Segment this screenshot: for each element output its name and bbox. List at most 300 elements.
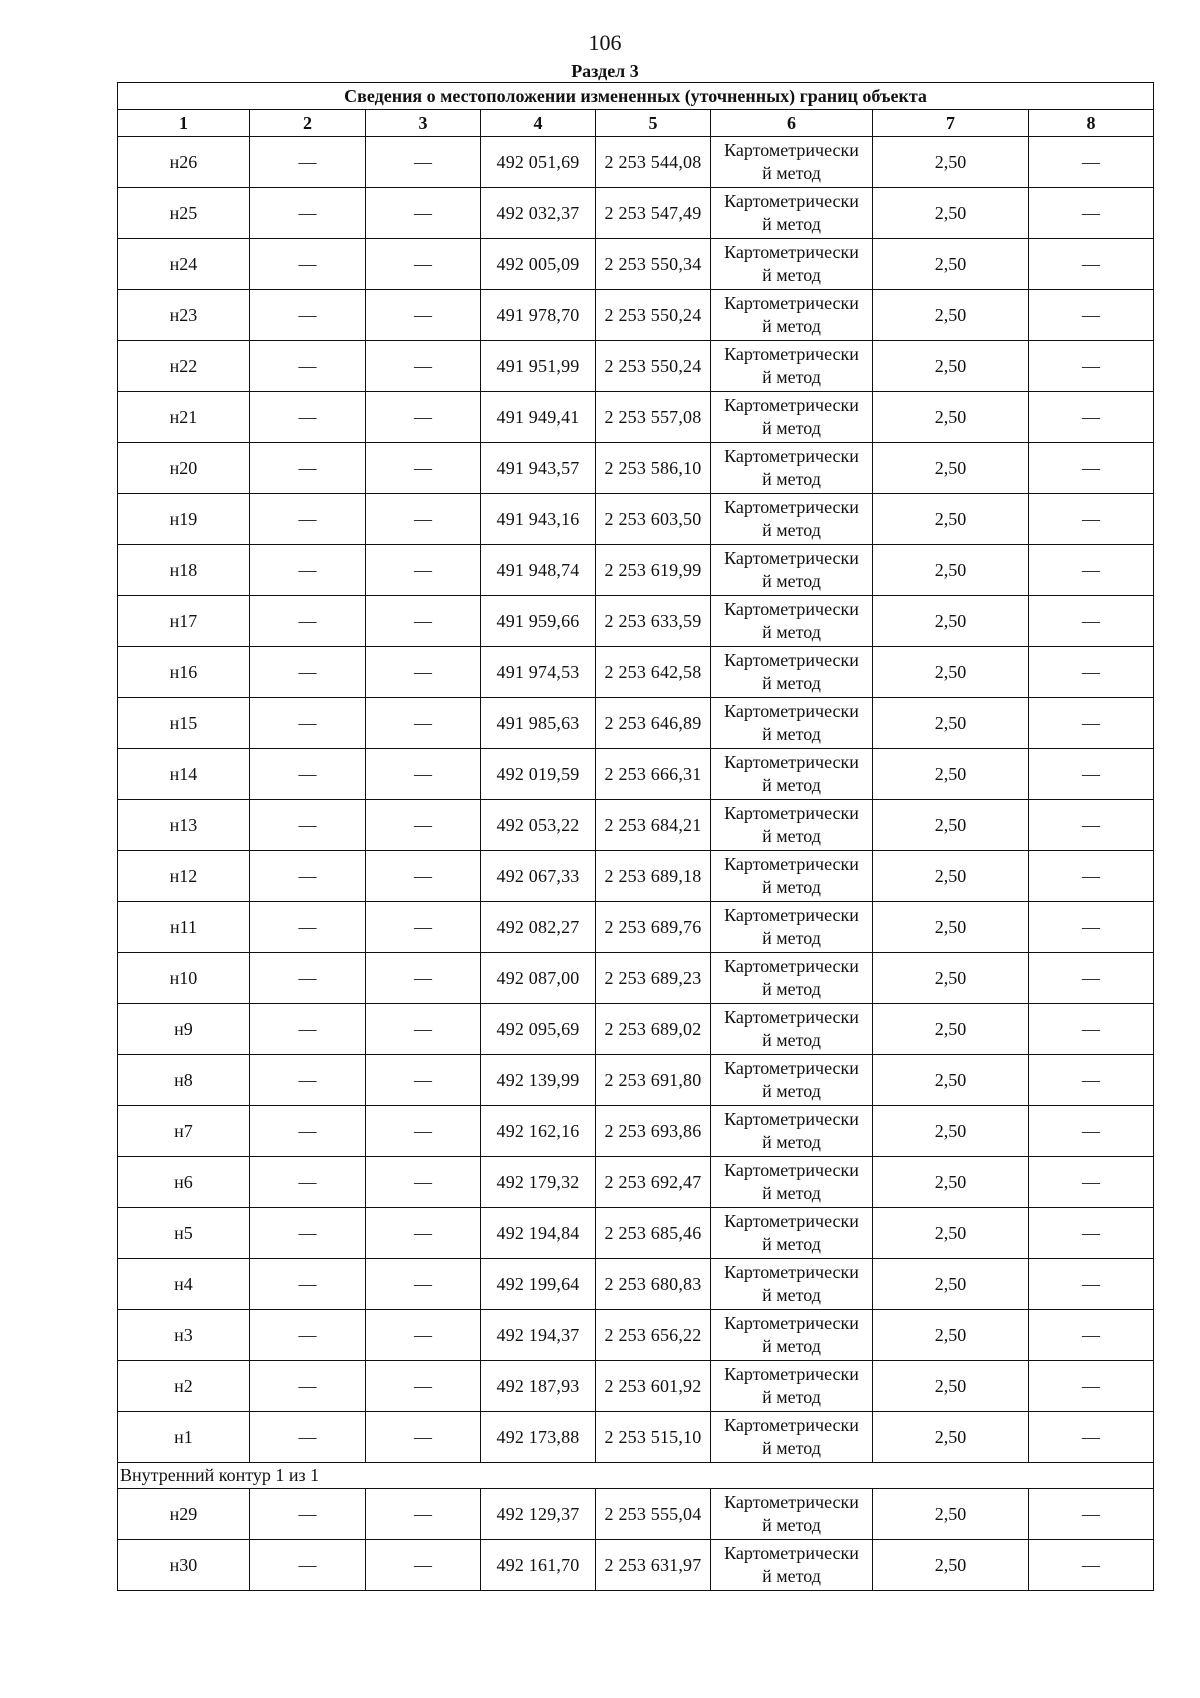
col2-cell: — (250, 1412, 366, 1463)
accuracy-cell: 2,50 (873, 1004, 1029, 1055)
accuracy-cell: 2,50 (873, 596, 1029, 647)
table-row (118, 188, 1154, 239)
method-line-1: Картометрически (724, 1211, 859, 1231)
column-header: 5 (596, 110, 711, 137)
x-coordinate-cell: 491 943,57 (481, 443, 596, 494)
method-cell (711, 647, 873, 698)
col8-cell: — (1029, 902, 1154, 953)
method-line-2: й метод (762, 1566, 821, 1586)
point-name-cell: н20 (118, 443, 250, 494)
col3-cell: — (366, 1361, 481, 1412)
table-row (118, 1310, 1154, 1361)
method-line-1: Картометрически (724, 1109, 859, 1129)
col2-cell: — (250, 1106, 366, 1157)
col8-cell: — (1029, 137, 1154, 188)
col8-cell: — (1029, 1208, 1154, 1259)
col8-cell: — (1029, 1310, 1154, 1361)
y-coordinate-cell: 2 253 689,23 (596, 953, 711, 1004)
method-line-1: Картометрически (724, 242, 859, 262)
col2-cell: — (250, 290, 366, 341)
accuracy-cell: 2,50 (873, 1106, 1029, 1157)
method-line-1: Картометрически (724, 599, 859, 619)
table-row (118, 1361, 1154, 1412)
accuracy-cell: 2,50 (873, 341, 1029, 392)
method-cell (711, 1004, 873, 1055)
method-line-2: й метод (762, 1515, 821, 1535)
col3-cell: — (366, 800, 481, 851)
method-line-2: й метод (762, 520, 821, 540)
x-coordinate-cell: 491 978,70 (481, 290, 596, 341)
y-coordinate-cell: 2 253 666,31 (596, 749, 711, 800)
table-row (118, 698, 1154, 749)
y-coordinate-cell: 2 253 547,49 (596, 188, 711, 239)
table-row (118, 647, 1154, 698)
col2-cell: — (250, 1310, 366, 1361)
method-cell (711, 1310, 873, 1361)
col3-cell: — (366, 698, 481, 749)
col8-cell: — (1029, 239, 1154, 290)
col2-cell: — (250, 698, 366, 749)
col2-cell: — (250, 902, 366, 953)
col8-cell: — (1029, 545, 1154, 596)
table-row (118, 902, 1154, 953)
y-coordinate-cell: 2 253 689,76 (596, 902, 711, 953)
col2-cell: — (250, 1259, 366, 1310)
point-name-cell: н29 (118, 1489, 250, 1540)
method-line-2: й метод (762, 265, 821, 285)
table-row (118, 1259, 1154, 1310)
point-name-cell: н3 (118, 1310, 250, 1361)
x-coordinate-cell: 492 194,37 (481, 1310, 596, 1361)
method-cell (711, 443, 873, 494)
method-line-1: Картометрически (724, 905, 859, 925)
col2-cell: — (250, 749, 366, 800)
column-header: 3 (366, 110, 481, 137)
x-coordinate-cell: 491 948,74 (481, 545, 596, 596)
y-coordinate-cell: 2 253 680,83 (596, 1259, 711, 1310)
point-name-cell: н10 (118, 953, 250, 1004)
method-line-2: й метод (762, 979, 821, 999)
method-line-1: Картометрически (724, 497, 859, 517)
method-line-2: й метод (762, 673, 821, 693)
accuracy-cell: 2,50 (873, 443, 1029, 494)
accuracy-cell: 2,50 (873, 1208, 1029, 1259)
column-header: 6 (711, 110, 873, 137)
x-coordinate-cell: 492 019,59 (481, 749, 596, 800)
y-coordinate-cell: 2 253 691,80 (596, 1055, 711, 1106)
point-name-cell: н2 (118, 1361, 250, 1412)
method-line-2: й метод (762, 1132, 821, 1152)
col2-cell: — (250, 1208, 366, 1259)
method-cell (711, 341, 873, 392)
method-cell (711, 953, 873, 1004)
col3-cell: — (366, 647, 481, 698)
col3-cell: — (366, 1055, 481, 1106)
inner-contour-label: Внутренний контур 1 из 1 (118, 1463, 1154, 1489)
col3-cell: — (366, 545, 481, 596)
table-row (118, 800, 1154, 851)
accuracy-cell: 2,50 (873, 1361, 1029, 1412)
table-row (118, 290, 1154, 341)
method-line-1: Картометрически (724, 752, 859, 772)
x-coordinate-cell: 492 162,16 (481, 1106, 596, 1157)
method-line-1: Картометрически (724, 191, 859, 211)
column-header: 8 (1029, 110, 1154, 137)
section-title: Раздел 3 (571, 61, 639, 81)
method-cell (711, 392, 873, 443)
method-cell (711, 800, 873, 851)
x-coordinate-cell: 492 032,37 (481, 188, 596, 239)
y-coordinate-cell: 2 253 684,21 (596, 800, 711, 851)
method-cell (711, 1361, 873, 1412)
point-name-cell: н16 (118, 647, 250, 698)
col8-cell: — (1029, 1157, 1154, 1208)
x-coordinate-cell: 492 194,84 (481, 1208, 596, 1259)
y-coordinate-cell: 2 253 557,08 (596, 392, 711, 443)
x-coordinate-cell: 492 187,93 (481, 1361, 596, 1412)
point-name-cell: н21 (118, 392, 250, 443)
table-caption-row (118, 83, 1154, 110)
method-line-2: й метод (762, 1234, 821, 1254)
col8-cell: — (1029, 1106, 1154, 1157)
x-coordinate-cell: 492 087,00 (481, 953, 596, 1004)
point-name-cell: н23 (118, 290, 250, 341)
method-line-1: Картометрически (724, 1262, 859, 1282)
x-coordinate-cell: 492 051,69 (481, 137, 596, 188)
col3-cell: — (366, 290, 481, 341)
table-row (118, 494, 1154, 545)
x-coordinate-cell: 492 139,99 (481, 1055, 596, 1106)
point-name-cell: н19 (118, 494, 250, 545)
x-coordinate-cell: 491 974,53 (481, 647, 596, 698)
col2-cell: — (250, 647, 366, 698)
method-line-2: й метод (762, 1285, 821, 1305)
method-line-2: й метод (762, 826, 821, 846)
x-coordinate-cell: 491 985,63 (481, 698, 596, 749)
column-header: 2 (250, 110, 366, 137)
y-coordinate-cell: 2 253 550,34 (596, 239, 711, 290)
table-row (118, 341, 1154, 392)
table-row (118, 443, 1154, 494)
col2-cell: — (250, 1157, 366, 1208)
table-row (118, 1540, 1154, 1591)
col3-cell: — (366, 1489, 481, 1540)
method-cell (711, 596, 873, 647)
accuracy-cell: 2,50 (873, 749, 1029, 800)
method-line-2: й метод (762, 316, 821, 336)
point-name-cell: н30 (118, 1540, 250, 1591)
point-name-cell: н9 (118, 1004, 250, 1055)
accuracy-cell: 2,50 (873, 137, 1029, 188)
y-coordinate-cell: 2 253 656,22 (596, 1310, 711, 1361)
accuracy-cell: 2,50 (873, 1412, 1029, 1463)
method-cell (711, 1208, 873, 1259)
method-line-1: Картометрически (724, 344, 859, 364)
col8-cell: — (1029, 647, 1154, 698)
method-line-1: Картометрически (724, 1313, 859, 1333)
method-line-2: й метод (762, 1081, 821, 1101)
accuracy-cell: 2,50 (873, 1055, 1029, 1106)
method-line-1: Картометрически (724, 1364, 859, 1384)
method-line-1: Картометрически (724, 140, 859, 160)
x-coordinate-cell: 492 161,70 (481, 1540, 596, 1591)
method-line-1: Картометрически (724, 650, 859, 670)
col3-cell: — (366, 1157, 481, 1208)
point-name-cell: н7 (118, 1106, 250, 1157)
col8-cell: — (1029, 392, 1154, 443)
col8-cell: — (1029, 1361, 1154, 1412)
accuracy-cell: 2,50 (873, 800, 1029, 851)
accuracy-cell: 2,50 (873, 494, 1029, 545)
col3-cell: — (366, 494, 481, 545)
y-coordinate-cell: 2 253 642,58 (596, 647, 711, 698)
table-row (118, 749, 1154, 800)
method-line-2: й метод (762, 1183, 821, 1203)
point-name-cell: н11 (118, 902, 250, 953)
column-header-row (118, 110, 1154, 137)
method-line-2: й метод (762, 571, 821, 591)
y-coordinate-cell: 2 253 689,18 (596, 851, 711, 902)
method-cell (711, 290, 873, 341)
method-cell (711, 851, 873, 902)
col3-cell: — (366, 953, 481, 1004)
y-coordinate-cell: 2 253 550,24 (596, 341, 711, 392)
column-header: 1 (118, 110, 250, 137)
x-coordinate-cell: 492 095,69 (481, 1004, 596, 1055)
x-coordinate-cell: 492 082,27 (481, 902, 596, 953)
col8-cell: — (1029, 1489, 1154, 1540)
method-cell (711, 1106, 873, 1157)
accuracy-cell: 2,50 (873, 290, 1029, 341)
col2-cell: — (250, 392, 366, 443)
col3-cell: — (366, 392, 481, 443)
method-line-1: Картометрически (724, 1007, 859, 1027)
col8-cell: — (1029, 1412, 1154, 1463)
page-number: 106 (588, 30, 622, 55)
col8-cell: — (1029, 188, 1154, 239)
col3-cell: — (366, 137, 481, 188)
col8-cell: — (1029, 494, 1154, 545)
y-coordinate-cell: 2 253 692,47 (596, 1157, 711, 1208)
col3-cell: — (366, 902, 481, 953)
accuracy-cell: 2,50 (873, 545, 1029, 596)
accuracy-cell: 2,50 (873, 1310, 1029, 1361)
col2-cell: — (250, 341, 366, 392)
col3-cell: — (366, 749, 481, 800)
col8-cell: — (1029, 698, 1154, 749)
column-header: 7 (873, 110, 1029, 137)
accuracy-cell: 2,50 (873, 953, 1029, 1004)
method-cell (711, 1157, 873, 1208)
method-line-1: Картометрически (724, 803, 859, 823)
col3-cell: — (366, 239, 481, 290)
x-coordinate-cell: 492 179,32 (481, 1157, 596, 1208)
col3-cell: — (366, 341, 481, 392)
method-line-2: й метод (762, 1438, 821, 1458)
point-name-cell: н13 (118, 800, 250, 851)
method-line-1: Картометрически (724, 293, 859, 313)
col8-cell: — (1029, 596, 1154, 647)
x-coordinate-cell: 492 173,88 (481, 1412, 596, 1463)
accuracy-cell: 2,50 (873, 1157, 1029, 1208)
method-cell (711, 1489, 873, 1540)
point-name-cell: н17 (118, 596, 250, 647)
method-cell (711, 137, 873, 188)
col8-cell: — (1029, 443, 1154, 494)
method-line-1: Картометрически (724, 956, 859, 976)
method-cell (711, 188, 873, 239)
table-row (118, 137, 1154, 188)
method-cell (711, 1412, 873, 1463)
col3-cell: — (366, 851, 481, 902)
col2-cell: — (250, 1004, 366, 1055)
method-line-1: Картометрически (724, 1415, 859, 1435)
col3-cell: — (366, 1106, 481, 1157)
method-line-2: й метод (762, 214, 821, 234)
col2-cell: — (250, 1489, 366, 1540)
point-name-cell: н12 (118, 851, 250, 902)
col8-cell: — (1029, 1004, 1154, 1055)
method-cell (711, 749, 873, 800)
method-cell (711, 698, 873, 749)
method-cell (711, 1540, 873, 1591)
method-line-2: й метод (762, 1336, 821, 1356)
y-coordinate-cell: 2 253 631,97 (596, 1540, 711, 1591)
col2-cell: — (250, 800, 366, 851)
point-name-cell: н1 (118, 1412, 250, 1463)
method-line-2: й метод (762, 163, 821, 183)
table-row (118, 851, 1154, 902)
point-name-cell: н15 (118, 698, 250, 749)
col8-cell: — (1029, 290, 1154, 341)
col2-cell: — (250, 494, 366, 545)
point-name-cell: н18 (118, 545, 250, 596)
point-name-cell: н24 (118, 239, 250, 290)
y-coordinate-cell: 2 253 633,59 (596, 596, 711, 647)
table-row (118, 1055, 1154, 1106)
col8-cell: — (1029, 1055, 1154, 1106)
method-line-1: Картометрически (724, 1543, 859, 1563)
col3-cell: — (366, 1004, 481, 1055)
col2-cell: — (250, 953, 366, 1004)
col8-cell: — (1029, 851, 1154, 902)
col8-cell: — (1029, 1540, 1154, 1591)
accuracy-cell: 2,50 (873, 1259, 1029, 1310)
x-coordinate-cell: 492 199,64 (481, 1259, 596, 1310)
table-row (118, 545, 1154, 596)
col2-cell: — (250, 851, 366, 902)
inner-contour-header (118, 1463, 1154, 1489)
method-line-1: Картометрически (724, 1492, 859, 1512)
col3-cell: — (366, 1540, 481, 1591)
x-coordinate-cell: 491 949,41 (481, 392, 596, 443)
method-line-1: Картометрически (724, 854, 859, 874)
inner-contour-rows (118, 1489, 1154, 1591)
method-line-1: Картометрически (724, 1160, 859, 1180)
accuracy-cell: 2,50 (873, 1540, 1029, 1591)
x-coordinate-cell: 491 951,99 (481, 341, 596, 392)
method-cell (711, 902, 873, 953)
table-row (118, 1157, 1154, 1208)
y-coordinate-cell: 2 253 619,99 (596, 545, 711, 596)
col2-cell: — (250, 1361, 366, 1412)
col3-cell: — (366, 1259, 481, 1310)
col8-cell: — (1029, 1259, 1154, 1310)
table-row (118, 1106, 1154, 1157)
col2-cell: — (250, 1540, 366, 1591)
method-line-2: й метод (762, 622, 821, 642)
boundary-table (117, 82, 1154, 1591)
col2-cell: — (250, 137, 366, 188)
accuracy-cell: 2,50 (873, 188, 1029, 239)
col8-cell: — (1029, 341, 1154, 392)
method-line-2: й метод (762, 877, 821, 897)
y-coordinate-cell: 2 253 685,46 (596, 1208, 711, 1259)
accuracy-cell: 2,50 (873, 698, 1029, 749)
method-line-2: й метод (762, 1030, 821, 1050)
method-line-1: Картометрически (724, 1058, 859, 1078)
x-coordinate-cell: 492 067,33 (481, 851, 596, 902)
x-coordinate-cell: 491 959,66 (481, 596, 596, 647)
col2-cell: — (250, 596, 366, 647)
method-line-2: й метод (762, 1387, 821, 1407)
col2-cell: — (250, 545, 366, 596)
y-coordinate-cell: 2 253 603,50 (596, 494, 711, 545)
accuracy-cell: 2,50 (873, 902, 1029, 953)
table-row (118, 1412, 1154, 1463)
point-name-cell: н4 (118, 1259, 250, 1310)
point-name-cell: н26 (118, 137, 250, 188)
point-name-cell: н6 (118, 1157, 250, 1208)
method-line-2: й метод (762, 724, 821, 744)
y-coordinate-cell: 2 253 555,04 (596, 1489, 711, 1540)
table-row (118, 1489, 1154, 1540)
accuracy-cell: 2,50 (873, 392, 1029, 443)
col3-cell: — (366, 1208, 481, 1259)
col8-cell: — (1029, 749, 1154, 800)
method-cell (711, 239, 873, 290)
col2-cell: — (250, 1055, 366, 1106)
point-name-cell: н25 (118, 188, 250, 239)
table-row (118, 1208, 1154, 1259)
col3-cell: — (366, 1310, 481, 1361)
table-caption: Сведения о местоположении измененных (уточненных) границ объекта (118, 83, 1154, 110)
accuracy-cell: 2,50 (873, 239, 1029, 290)
method-cell (711, 1055, 873, 1106)
col3-cell: — (366, 1412, 481, 1463)
method-cell (711, 494, 873, 545)
x-coordinate-cell: 491 943,16 (481, 494, 596, 545)
table-row (118, 596, 1154, 647)
y-coordinate-cell: 2 253 646,89 (596, 698, 711, 749)
table-row (118, 392, 1154, 443)
y-coordinate-cell: 2 253 544,08 (596, 137, 711, 188)
accuracy-cell: 2,50 (873, 851, 1029, 902)
y-coordinate-cell: 2 253 693,86 (596, 1106, 711, 1157)
col2-cell: — (250, 239, 366, 290)
method-line-2: й метод (762, 469, 821, 489)
col2-cell: — (250, 188, 366, 239)
point-name-cell: н22 (118, 341, 250, 392)
col3-cell: — (366, 596, 481, 647)
column-header: 4 (481, 110, 596, 137)
method-cell (711, 545, 873, 596)
x-coordinate-cell: 492 053,22 (481, 800, 596, 851)
y-coordinate-cell: 2 253 689,02 (596, 1004, 711, 1055)
method-line-2: й метод (762, 418, 821, 438)
table-row (118, 953, 1154, 1004)
method-line-2: й метод (762, 928, 821, 948)
